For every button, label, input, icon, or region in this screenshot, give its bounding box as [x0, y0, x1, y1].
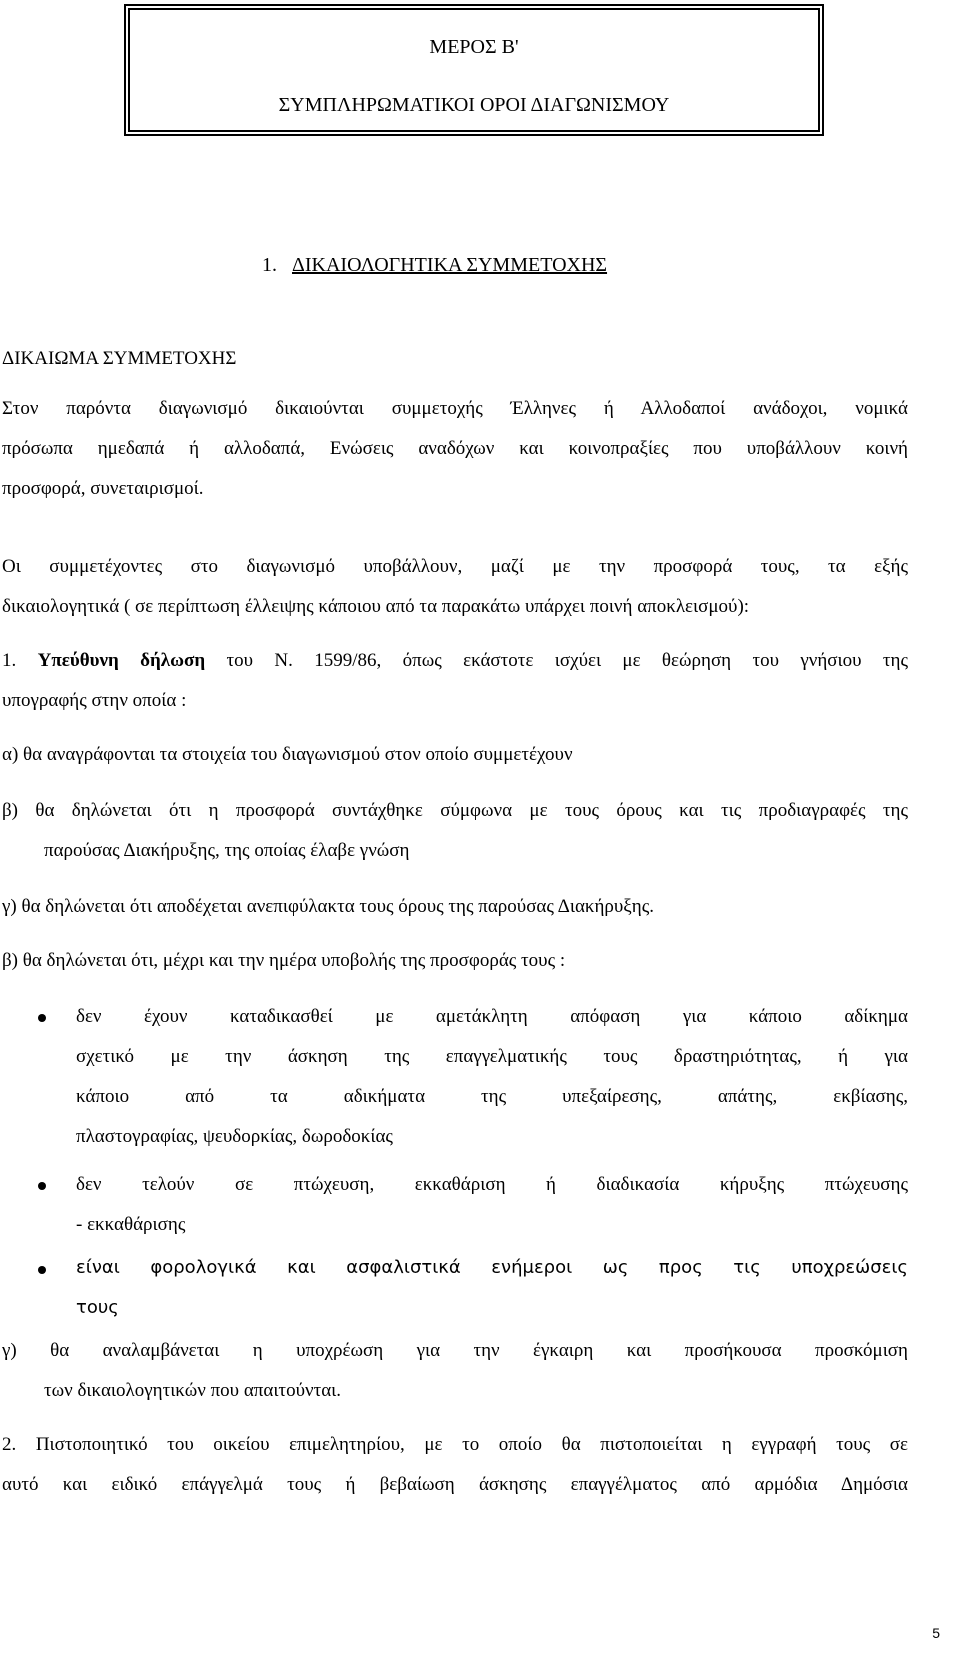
item1-line2: υπογραφής στην οποία :	[2, 690, 187, 711]
section-title: ΔΙΚΑΙΟΛΟΓΗΤΙΚΑ ΣΥΜΜΕΤΟΧΗΣ	[292, 254, 608, 276]
section-heading	[262, 254, 607, 277]
item1-rest: του Ν. 1599/86, όπως εκάστοτε ισχύει με θεώρηση του γνήσιου της	[226, 650, 909, 671]
clause-b-line2: παρούσας Διακήρυξης, της οποίας έλαβε γνώση	[44, 840, 410, 861]
item2-line2: αυτό και ειδικό επάγγελμά τους ή βεβαίωση άσκησης επαγγέλματος από αρμόδια Δημόσια	[2, 1474, 908, 1495]
bullet1-line2: σχετικό με την άσκηση της επαγγελματικής τους δραστηριότητας, ή για	[76, 1046, 908, 1067]
clause-g2-line1: γ) θα αναλαμβάνεται η υποχρέωση για την έγκαιρη και προσήκουσα προσκόμιση	[2, 1340, 908, 1361]
clause-a: α) θα αναγράφονται τα στοιχεία του διαγωνισμού στον οποίο συμμετέχουν	[2, 744, 573, 765]
item1-line1	[2, 650, 908, 672]
clause-c: γ) θα δηλώνεται ότι αποδέχεται ανεπιφύλακτα τους όρους της παρούσας Διακήρυξης.	[2, 896, 654, 917]
para1-line3: προσφορά, συνεταιρισμοί.	[2, 478, 204, 499]
part-title: ΜΕΡΟΣ Β'	[429, 36, 519, 58]
section-number: 1.	[262, 254, 277, 276]
clause-b2: β) θα δηλώνεται ότι, μέχρι και την ημέρα υποβολής της προσφοράς τους :	[2, 950, 566, 971]
clause-b-line1: β) θα δηλώνεται ότι η προσφορά συντάχθηκε σύμφωνα με τους όρους και τις προδιαγραφές της	[2, 800, 908, 821]
bullet1-line1: δεν έχουν καταδικασθεί με αμετάκλητη απόφαση για κάποιο αδίκημα	[76, 1006, 908, 1027]
bullet-dot-3	[38, 1266, 46, 1274]
bullet2-line1: δεν τελούν σε πτώχευση, εκκαθάριση ή διαδικασία κήρυξης πτώχευσης	[76, 1174, 908, 1195]
item1-number: 1.	[2, 650, 17, 671]
clause-g2-line2: των δικαιολογητικών που απαιτούνται.	[44, 1380, 342, 1401]
header-box	[124, 4, 824, 136]
para1-line1: Στον παρόντα διαγωνισμό δικαιούνται συμμετοχής Έλληνες ή Αλλοδαποί ανάδοχοι, νομικά	[2, 398, 908, 419]
part-subtitle: ΣΥΜΠΛΗΡΩΜΑΤΙΚΟΙ ΟΡΟΙ ΔΙΑΓΩΝΙΣΜΟΥ	[278, 94, 670, 116]
para1-line2: πρόσωπα ημεδαπά ή αλλοδαπά, Ενώσεις αναδόχων και κοινοπραξίες που υποβάλλουν κοινή	[2, 438, 908, 459]
bullet-dot-1	[38, 1014, 46, 1022]
bullet3-line1: είναι φορολογικά και ασφαλιστικά ενήμεροι ως προς τις υποχρεώσεις	[76, 1257, 908, 1278]
page-number: 5	[932, 1625, 940, 1641]
item2-line1: 2. Πιστοποιητικό του οικείου επιμελητηρίου, με το οποίο θα πιστοποιείται η εγγραφή τους σε	[2, 1434, 908, 1455]
bullet2-line2: - εκκαθάρισης	[76, 1214, 186, 1235]
subheading: ΔΙΚΑΙΩΜΑ ΣΥΜΜΕΤΟΧΗΣ	[2, 348, 237, 369]
para2-line1: Οι συμμετέχοντες στο διαγωνισμό υποβάλλουν, μαζί με την προσφορά τους, τα εξής	[2, 556, 908, 577]
bullet1-line3: κάποιο από τα αδικήματα της υπεξαίρεσης, απάτης, εκβίασης,	[76, 1086, 908, 1107]
bullet1-line4: πλαστογραφίας, ψευδορκίας, δωροδοκίας	[76, 1126, 393, 1147]
bullet-dot-2	[38, 1182, 46, 1190]
item1-bold: Υπεύθυνη δήλωση	[37, 650, 206, 671]
bullet3-line2: τους	[76, 1297, 119, 1318]
para2-line2: δικαιολογητικά ( σε περίπτωση έλλειψης κάποιου από τα παρακάτω υπάρχει ποινή αποκλεισμού):	[2, 596, 750, 617]
